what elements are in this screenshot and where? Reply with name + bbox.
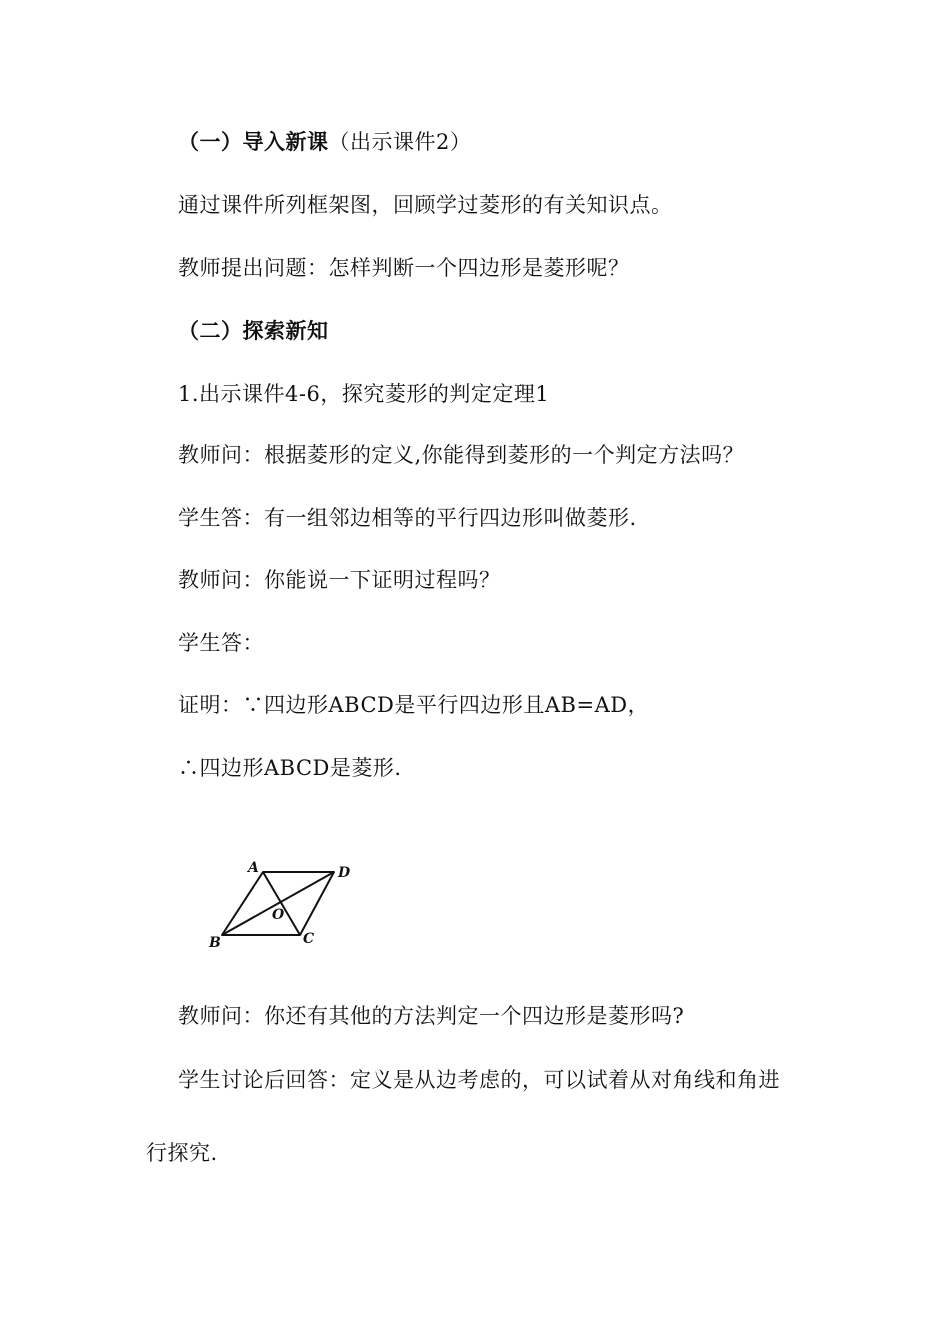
section-heading-explore: （二）探索新知	[178, 318, 329, 343]
vertex-label-b: B	[209, 935, 221, 951]
paragraph-student-discussion-line-1: 学生讨论后回答：定义是从边考虑的，可以试着从对角线和角进	[178, 1068, 780, 1092]
paragraph-teacher-question-2: 教师问：根据菱形的定义,你能得到菱形的一个判定方法吗？	[178, 443, 745, 467]
paragraph-review: 通过课件所列框架图，回顾学过菱形的有关知识点。	[178, 193, 673, 217]
paragraph-student-answer-2: 学生答：	[178, 631, 264, 655]
section-heading-intro-note: （出示课件2）	[328, 130, 472, 154]
paragraph-student-answer-1: 学生答：有一组邻边相等的平行四边形叫做菱形.	[178, 506, 637, 530]
rhombus-figure	[200, 852, 370, 957]
proof-line-2: ∴四边形ABCD是菱形.	[178, 756, 402, 780]
vertex-label-d: D	[338, 865, 351, 881]
paragraph-step-1: 1.出示课件4-6，探究菱形的判定定理1	[178, 382, 550, 406]
vertex-label-o: O	[272, 907, 285, 923]
vertex-label-a: A	[248, 860, 259, 876]
section-heading-intro	[178, 128, 471, 156]
diagonal-ac	[263, 872, 300, 935]
proof-line-1: 证明：∵四边形ABCD是平行四边形且AB=AD，	[178, 693, 650, 717]
section-heading-intro-title: （一）导入新课	[178, 129, 329, 154]
paragraph-teacher-question-1: 教师提出问题：怎样判断一个四边形是菱形呢？	[178, 256, 630, 280]
paragraph-teacher-question-3: 教师问：你能说一下证明过程吗？	[178, 568, 501, 592]
vertex-label-c: C	[303, 931, 315, 947]
paragraph-teacher-question-4: 教师问：你还有其他的方法判定一个四边形是菱形吗?	[178, 1004, 685, 1028]
paragraph-student-discussion-line-2: 行探究.	[146, 1141, 218, 1165]
